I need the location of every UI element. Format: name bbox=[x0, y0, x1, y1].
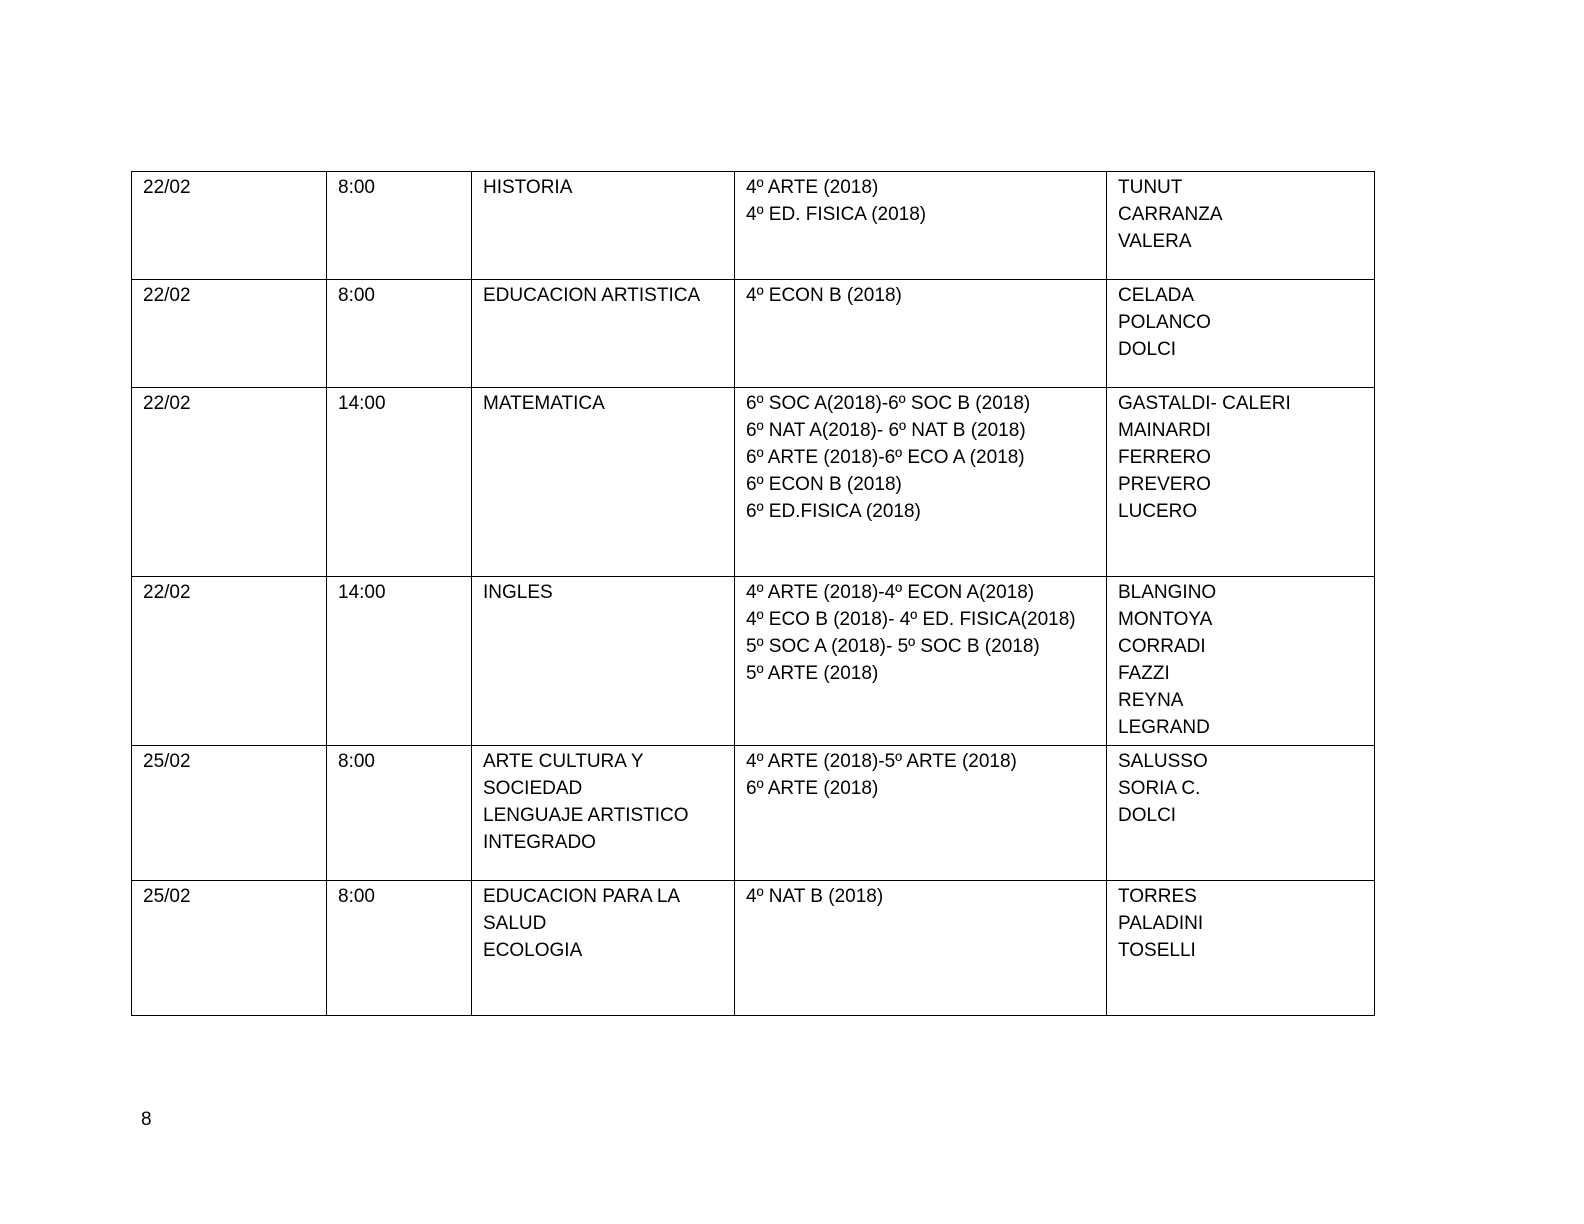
subject-cell: HISTORIA bbox=[472, 172, 735, 280]
subject-cell: ARTE CULTURA Y SOCIEDAD LENGUAJE ARTISTICO INTEGRADO bbox=[472, 746, 735, 881]
table-row bbox=[132, 172, 1375, 280]
date-cell: 25/02 bbox=[132, 746, 327, 881]
table-row bbox=[132, 388, 1375, 577]
date-cell: 22/02 bbox=[132, 577, 327, 746]
time-cell: 8:00 bbox=[327, 172, 472, 280]
table-row bbox=[132, 746, 1375, 881]
courses-cell: 4º ARTE (2018) 4º ED. FISICA (2018) bbox=[735, 172, 1107, 280]
table-row bbox=[132, 577, 1375, 746]
time-cell: 8:00 bbox=[327, 746, 472, 881]
date-cell: 22/02 bbox=[132, 388, 327, 577]
courses-cell: 6º SOC A(2018)-6º SOC B (2018) 6º NAT A(2018)- 6º NAT B (2018) 6º ARTE (2018)-6º ECO A (2018) 6º ECON B (2018) 6º ED.FISICA (2018) bbox=[735, 388, 1107, 577]
courses-cell: 4º ECON B (2018) bbox=[735, 280, 1107, 388]
exam-schedule-table bbox=[131, 171, 1375, 1016]
courses-cell: 4º ARTE (2018)-5º ARTE (2018) 6º ARTE (2018) bbox=[735, 746, 1107, 881]
page-number: 8 bbox=[141, 1109, 152, 1130]
teachers-cell: TORRES PALADINI TOSELLI bbox=[1107, 881, 1375, 1016]
table-row bbox=[132, 881, 1375, 1016]
table-row bbox=[132, 280, 1375, 388]
date-cell: 25/02 bbox=[132, 881, 327, 1016]
courses-cell: 4º NAT B (2018) bbox=[735, 881, 1107, 1016]
date-cell: 22/02 bbox=[132, 280, 327, 388]
teachers-cell: SALUSSO SORIA C. DOLCI bbox=[1107, 746, 1375, 881]
date-cell: 22/02 bbox=[132, 172, 327, 280]
subject-cell: MATEMATICA bbox=[472, 388, 735, 577]
time-cell: 8:00 bbox=[327, 280, 472, 388]
teachers-cell: GASTALDI- CALERI MAINARDI FERRERO PREVERO LUCERO bbox=[1107, 388, 1375, 577]
time-cell: 14:00 bbox=[327, 388, 472, 577]
teachers-cell: TUNUT CARRANZA VALERA bbox=[1107, 172, 1375, 280]
subject-cell: INGLES bbox=[472, 577, 735, 746]
teachers-cell: BLANGINO MONTOYA CORRADI FAZZI REYNA LEGRAND bbox=[1107, 577, 1375, 746]
time-cell: 14:00 bbox=[327, 577, 472, 746]
time-cell: 8:00 bbox=[327, 881, 472, 1016]
subject-cell: EDUCACION PARA LA SALUD ECOLOGIA bbox=[472, 881, 735, 1016]
subject-cell: EDUCACION ARTISTICA bbox=[472, 280, 735, 388]
courses-cell: 4º ARTE (2018)-4º ECON A(2018) 4º ECO B (2018)- 4º ED. FISICA(2018) 5º SOC A (2018)- 5º SOC B (2018) 5º ARTE (2018) bbox=[735, 577, 1107, 746]
teachers-cell: CELADA POLANCO DOLCI bbox=[1107, 280, 1375, 388]
